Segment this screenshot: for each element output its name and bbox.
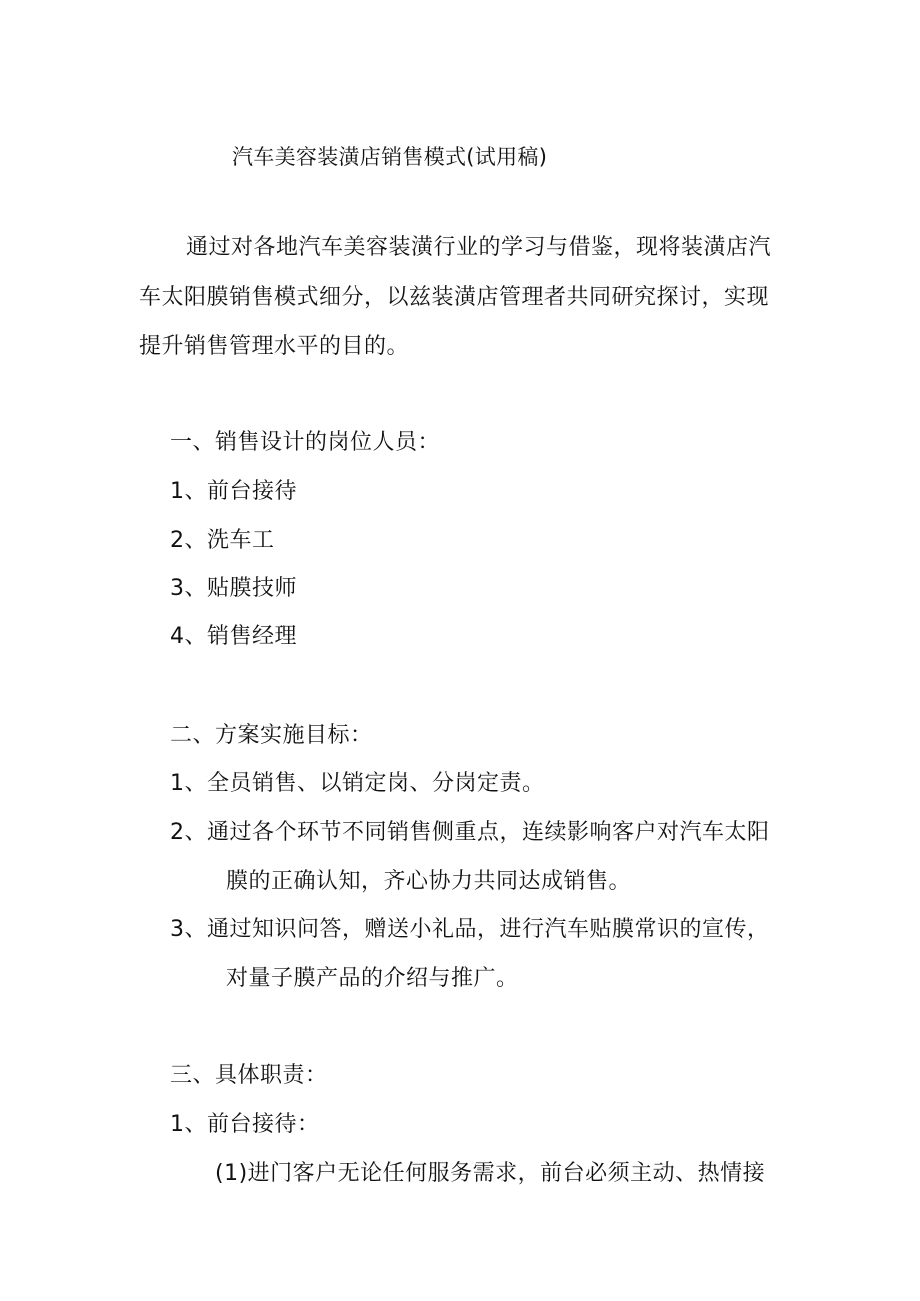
section2-heading: 二、方案实施目标： [170,723,373,748]
section1-heading: 一、销售设计的岗位人员： [170,430,441,455]
section2-item-continuation: 对量子膜产品的介绍与推广。 [226,966,519,991]
section2-item: 1、全员销售、以销定岗、分岗定责。 [170,771,545,796]
section3-heading: 三、具体职责： [170,1063,328,1088]
section2-item-continuation: 膜的正确认知，齐心协力共同达成销售。 [226,869,632,894]
intro-line-3: 提升销售管理水平的目的。 [139,334,410,359]
intro-line-1: 通过对各地汽车美容装潢行业的学习与借鉴，现将装潢店汽 [186,235,772,260]
section2-item: 3、通过知识问答，赠送小礼品，进行汽车贴膜常识的宣传， [170,917,770,942]
section2-item: 2、通过各个环节不同销售侧重点，连续影响客户对汽车太阳 [170,820,770,845]
section1-item: 4、销售经理 [170,624,297,649]
section3-paragraph: (1)进门客户无论任何服务需求，前台必须主动、热情接 [215,1161,766,1186]
section1-item: 3、贴膜技师 [170,576,297,601]
document-title: 汽车美容装潢店销售模式(试用稿) [232,145,548,169]
section3-subheading: 1、前台接待： [170,1112,320,1137]
section1-item: 1、前台接待 [170,479,297,504]
section1-item: 2、洗车工 [170,528,275,553]
intro-line-2: 车太阳膜销售模式细分，以兹装潢店管理者共同研究探讨，实现 [139,285,770,310]
